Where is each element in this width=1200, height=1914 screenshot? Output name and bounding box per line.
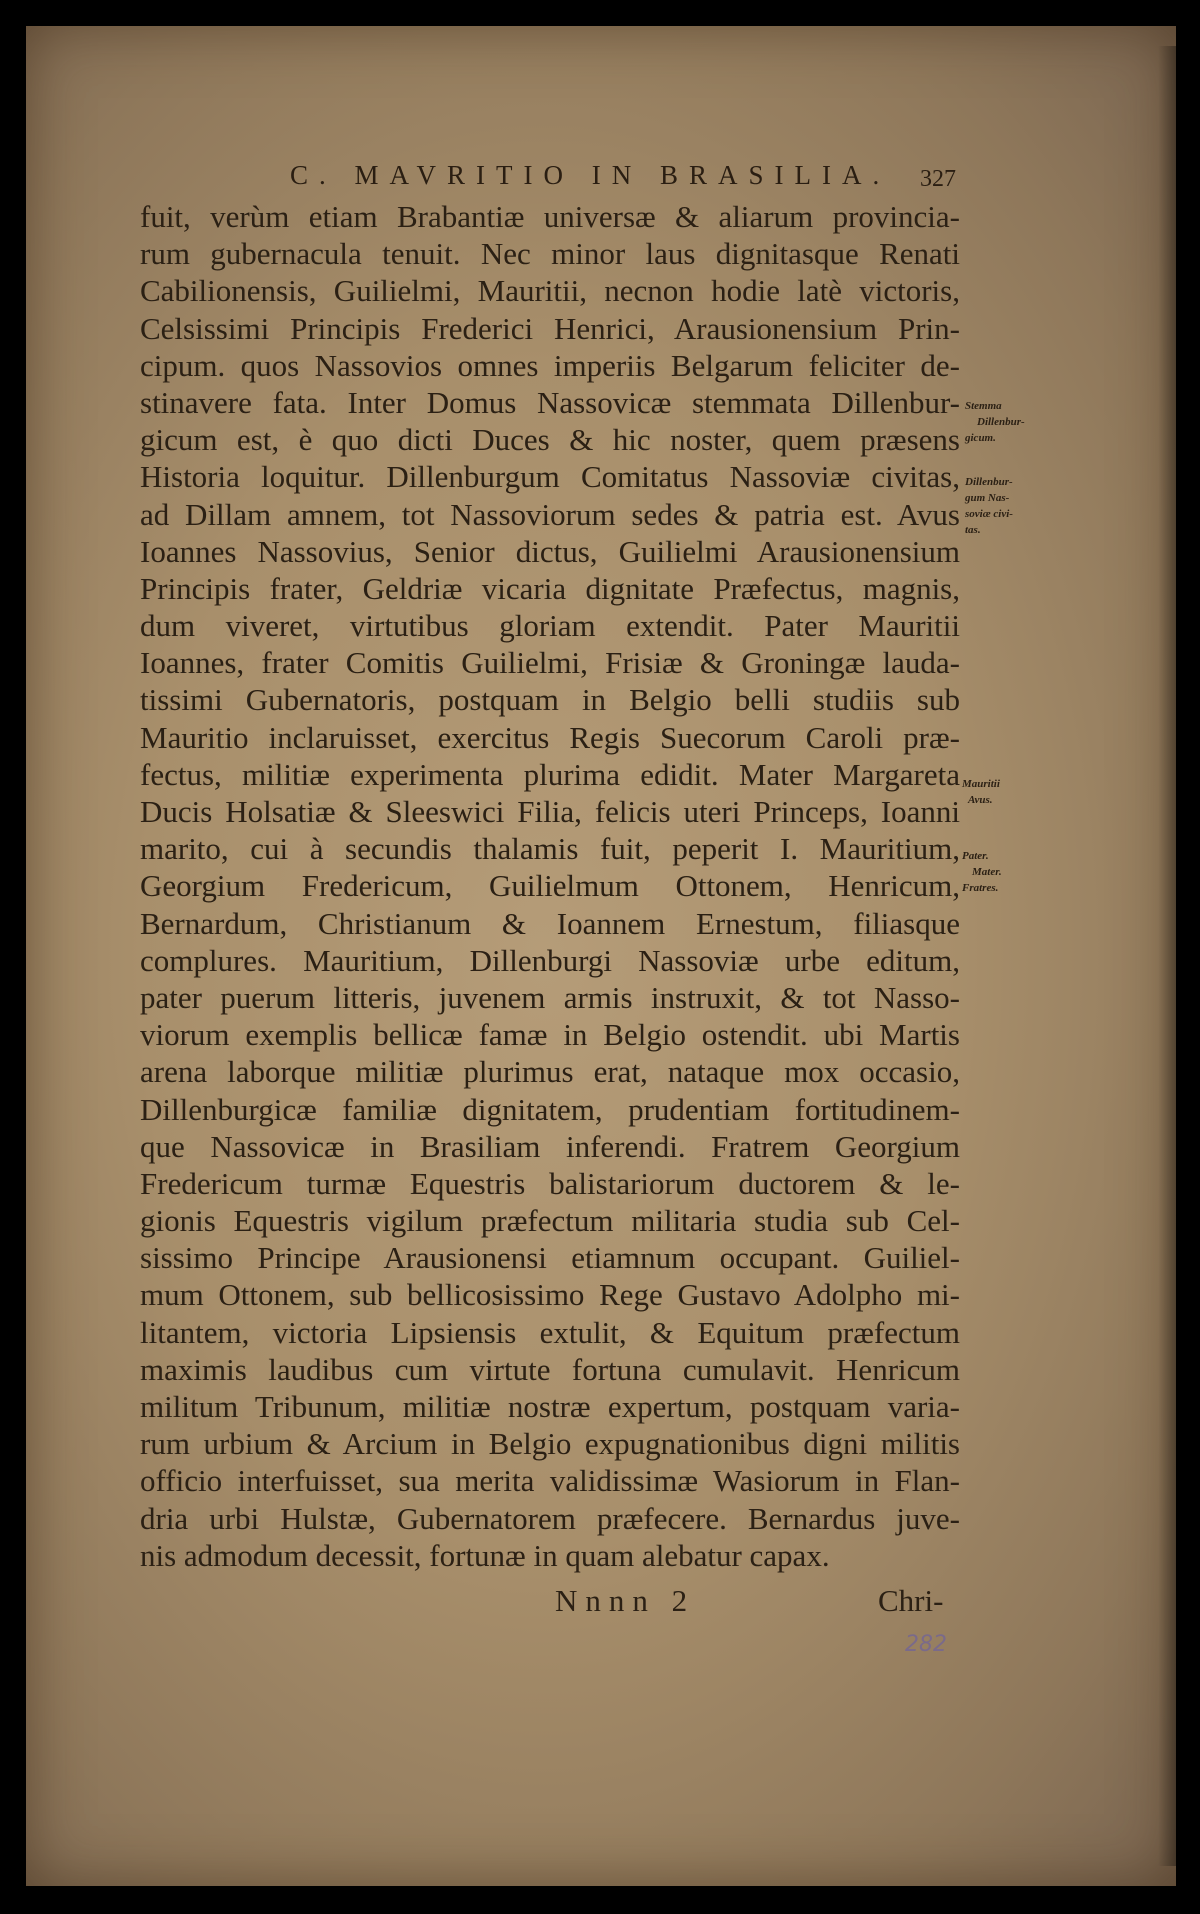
text-line: fectus, militiæ experimenta plurima edidit. Mater Margareta (140, 756, 960, 792)
text-line: Dillenburgicæ familiæ dignitatem, prudentiam fortitudinem- (140, 1091, 960, 1127)
text-line: militum Tribunum, militiæ nostræ expertum, postquam varia- (140, 1389, 960, 1424)
text-line: ad Dillam amnem, tot Nassoviorum sedes & patria est. Avus (140, 496, 960, 532)
text-line: officio interfuisset, sua merita validissimæ Wasiorum in Flan- (140, 1463, 960, 1499)
sidenote-line: Fratres. (962, 882, 999, 894)
text-line: Ioannes Nassovius, Senior dictus, Guilielmi Arausionensium (140, 533, 960, 569)
text-line: Cabilionensis, Guilielmi, Mauritii, necnon hodie latè victoris, (140, 273, 960, 309)
sidenote-stemma (965, 398, 1025, 446)
page-number: 327 (920, 166, 956, 192)
running-head: C. MAVRITIO IN BRASILIA. (290, 160, 891, 190)
sidenote-mauritii-avus (962, 776, 1000, 808)
sidenote-line: soviæ civi- (965, 508, 1013, 520)
pencil-annotation: 282 (905, 1632, 947, 1657)
sidenote-line: Mater. (972, 866, 1002, 878)
text-line: Mauritio inclaruisset, exercitus Regis Suecorum Caroli præ- (140, 719, 960, 755)
catchword: Chri- (878, 1583, 944, 1618)
sidenote-line: gum Nas- (965, 492, 1010, 504)
text-line: pater puerum litteris, juvenem armis instruxit, & tot Nasso- (140, 979, 960, 1015)
text-line: que Nassovicæ in Brasiliam inferendi. Fratrem Georgium (140, 1128, 960, 1164)
text-line: Ducis Holsatiæ & Sleeswici Filia, felicis uteri Princeps, Ioanni (140, 794, 960, 829)
text-line: arena laborque militiæ plurimus erat, nataque mox occasio, (140, 1054, 960, 1090)
text-line: rum gubernacula tenuit. Nec minor laus dignitasque Renati (140, 236, 960, 272)
sidenote-pater-mater-fratres (962, 848, 1002, 896)
sidenote-line: gicum. (965, 432, 996, 444)
text-line: Ioannes, frater Comitis Guilielmi, Frisiæ & Groningæ lauda- (140, 645, 960, 681)
text-line: stinavere fata. Inter Domus Nassovicæ stemmata Dillenbur- (140, 384, 960, 420)
text-line: gicum est, è quo dicti Duces & hic noster, quem præsens (140, 422, 960, 458)
text-line: mum Ottonem, sub bellicosissimo Rege Gustavo Adolpho mi- (140, 1277, 960, 1313)
text-line: rum urbium & Arcium in Belgio expugnationibus digni militis (140, 1426, 960, 1462)
text-line: fuit, verùm etiam Brabantiæ universæ & aliarum provincia- (140, 199, 960, 234)
signature-mark: Nnnn 2 (555, 1583, 696, 1618)
sidenote-line: tas. (965, 524, 981, 536)
sidenote-dillenburgum (965, 474, 1013, 538)
text-line: sissimo Principe Arausionensi etiamnum occupant. Guiliel- (140, 1240, 960, 1276)
text-line: litantem, victoria Lipsiensis extulit, & Equitum præfectum (140, 1314, 960, 1350)
sidenote-line: Dillenbur- (965, 476, 1013, 488)
text-line: Historia loquitur. Dillenburgum Comitatus Nassoviæ civitas, (140, 459, 960, 495)
sidenote-line: Pater. (962, 850, 989, 862)
text-line: complures. Mauritium, Dillenburgi Nassoviæ urbe editum, (140, 942, 960, 978)
text-line: viorum exemplis bellicæ famæ in Belgio ostendit. ubi Martis (140, 1017, 960, 1053)
text-line: Principis frater, Geldriæ vicaria dignitate Præfectus, magnis, (140, 570, 960, 606)
text-line: tissimi Gubernatoris, postquam in Belgio belli studiis sub (140, 682, 960, 718)
text-line: gionis Equestris vigilum præfectum militaria studia sub Cel- (140, 1203, 960, 1239)
text-line: cipum. quos Nassovios omnes imperiis Belgarum feliciter de- (140, 347, 960, 383)
sidenote-line: Stemma (965, 400, 1002, 412)
sidenote-line: Avus. (968, 794, 993, 806)
text-line: Bernardum, Christianum & Ioannem Ernestum, filiasque (140, 905, 960, 941)
body-text (140, 198, 960, 1574)
sidenote-line: Dillenbur- (977, 416, 1025, 428)
text-line: Fredericum turmæ Equestris balistariorum ductorem & le- (140, 1165, 960, 1201)
text-line: dria urbi Hulstæ, Gubernatorem præfecere. Bernardus juve- (140, 1500, 960, 1536)
text-line: nis admodum decessit, fortunæ in quam alebatur capax. (140, 1537, 830, 1573)
sidenote-line: Mauritii (962, 778, 1000, 790)
page-edge-shadow (1158, 46, 1176, 1866)
text-line: Georgium Fredericum, Guilielmum Ottonem, Henricum, (140, 868, 960, 904)
text-line: dum viveret, virtutibus gloriam extendit. Pater Mauritii (140, 608, 960, 644)
text-line: marito, cui à secundis thalamis fuit, peperit I. Mauritium, (140, 831, 960, 867)
text-line: Celsissimi Principis Frederici Henrici, Arausionensium Prin- (140, 310, 960, 346)
text-line: maximis laudibus cum virtute fortuna cumulavit. Henricum (140, 1351, 960, 1387)
